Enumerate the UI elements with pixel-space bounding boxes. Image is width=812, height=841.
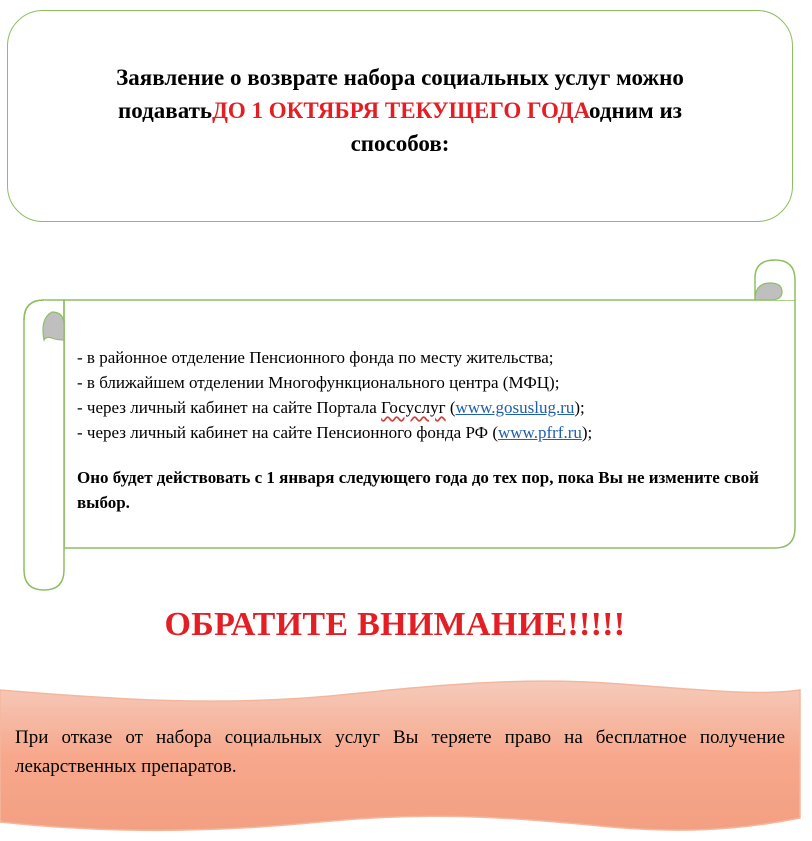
methods-list: [77, 345, 777, 445]
gosuslug-link[interactable]: www.gosuslug.ru: [455, 398, 575, 417]
method-2: - в ближайшем отделении Многофункционального центра (МФЦ);: [77, 373, 560, 392]
attention-heading: ОБРАТИТЕ ВНИМАНИЕ!!!!!: [164, 606, 626, 643]
title-line-2-post: одним из: [589, 98, 682, 123]
method-1: - в районное отделение Пенсионного фонда по месту жительства;: [77, 348, 554, 367]
title-line-1: Заявление о возврате набора социальных услуг можно: [116, 65, 684, 90]
method-3-mid: (: [445, 398, 456, 417]
validity-note: Оно будет действовать с 1 января следующего года до тех пор, пока Вы не измените свой выбор.: [77, 468, 759, 512]
method-3-pre: - через личный кабинет на сайте Портала: [77, 398, 382, 417]
deadline-highlight: ДО 1 ОКТЯБРЯ ТЕКУЩЕГО ГОДА: [212, 98, 590, 123]
title-line-2-pre: подавать: [118, 98, 213, 123]
title-line-3: способов:: [350, 131, 450, 156]
method-4-post: );: [581, 423, 593, 442]
method-3-post: );: [574, 398, 585, 417]
method-4-pre: - через личный кабинет на сайте Пенсионного фонда РФ (: [77, 423, 498, 442]
gosuslugi-word: Госуслуг: [381, 398, 446, 417]
warning-text: При отказе от набора социальных услуг Вы теряете право на бесплатное получение лекарственных препаратов.: [15, 727, 785, 777]
method-3: [77, 395, 777, 420]
pfrf-link[interactable]: www.pfrf.ru: [497, 423, 582, 442]
method-4: [77, 420, 777, 445]
